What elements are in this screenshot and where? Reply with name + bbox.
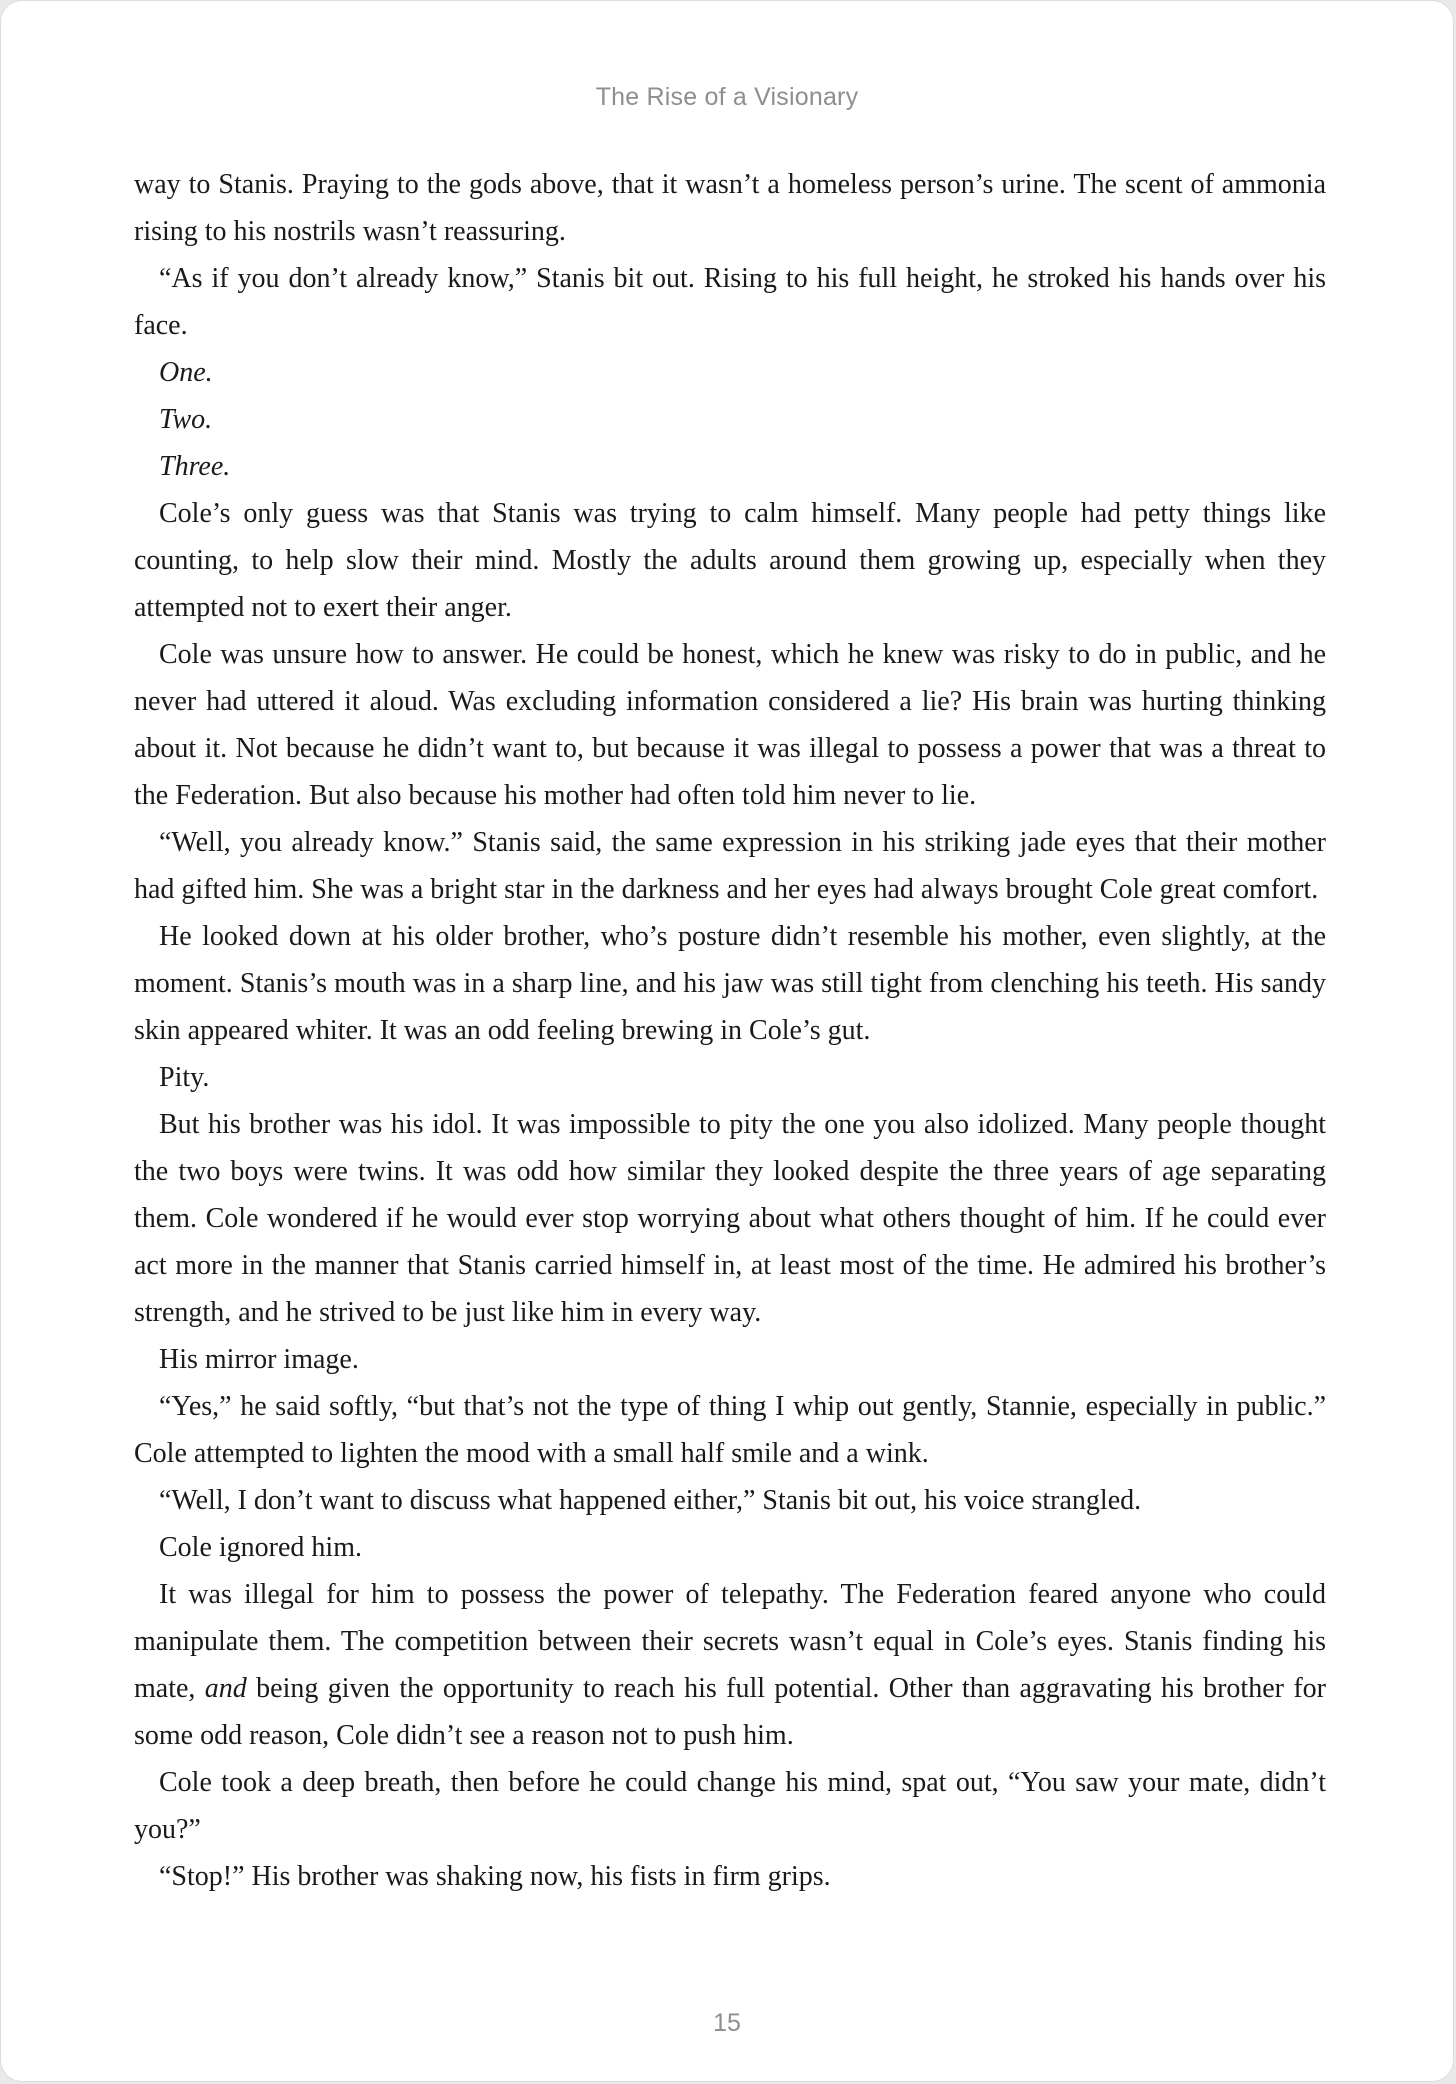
paragraph: Three.	[159, 451, 231, 482]
paragraph: Cole’s only guess was that Stanis was trying to calm himself. Many people had petty things like counting, to help slow their mind. Mostly the adults around them growing up, especially when they attempted not to exert their anger.	[134, 498, 1326, 623]
page-number: 15	[713, 2009, 741, 2037]
paragraph: Two.	[159, 404, 213, 435]
text-run: It was illegal for him to possess the power of telepathy. The Federation feared anyone who could manipulate them. The competition between their secrets wasn’t equal in Cole’s eyes. Stanis finding his mate,	[134, 1579, 1326, 1704]
paragraph: “Stop!” His brother was shaking now, his fists in firm grips.	[159, 1861, 831, 1892]
body-text	[134, 161, 1326, 1900]
paragraph: “As if you don’t already know,” Stanis bit out. Rising to his full height, he stroked his hands over his face.	[134, 263, 1326, 341]
emphasis-text: and	[204, 1673, 247, 1704]
paragraph: way to Stanis. Praying to the gods above, that it wasn’t a homeless person’s urine. The scent of ammonia rising to his nostrils wasn’t reassuring.	[134, 169, 1326, 247]
paragraph: But his brother was his idol. It was impossible to pity the one you also idolized. Many people thought the two boys were twins. It was odd how similar they looked despite the three years of age separating them. Cole wondered if he would ever stop worrying about what others thought of him. If he could ever act more in the manner that Stanis carried himself in, at least most of the time. He admired his brother’s strength, and he strived to be just like him in every way.	[134, 1109, 1326, 1328]
paragraph: One.	[159, 357, 213, 388]
paragraph: Cole took a deep breath, then before he could change his mind, spat out, “You saw your mate, didn’t you?”	[134, 1767, 1326, 1845]
text-run: being given the opportunity to reach his full potential. Other than aggravating his brother for some odd reason, Cole didn’t see a reason not to push him.	[134, 1673, 1326, 1751]
running-title: The Rise of a Visionary	[595, 83, 859, 111]
paragraph	[134, 1571, 1326, 1759]
paragraph: “Well, you already know.” Stanis said, the same expression in his striking jade eyes that their mother had gifted him. She was a bright star in the darkness and her eyes had always brought Cole great comfort.	[134, 827, 1326, 905]
paragraph: Cole was unsure how to answer. He could be honest, which he knew was risky to do in public, and he never had uttered it aloud. Was excluding information considered a lie? His brain was hurting thinking about it. Not because he didn’t want to, but because it was illegal to possess a power that was a threat to the Federation. But also because his mother had often told him never to lie.	[134, 639, 1326, 811]
paragraph: Cole ignored him.	[159, 1532, 362, 1563]
paragraph: Pity.	[159, 1062, 210, 1093]
paragraph: “Well, I don’t want to discuss what happened either,” Stanis bit out, his voice strangled.	[159, 1485, 1142, 1516]
paragraph: “Yes,” he said softly, “but that’s not the type of thing I whip out gently, Stannie, especially in public.” Cole attempted to lighten the mood with a small half smile and a wink.	[134, 1391, 1326, 1469]
paragraph: He looked down at his older brother, who’s posture didn’t resemble his mother, even slightly, at the moment. Stanis’s mouth was in a sharp line, and his jaw was still tight from clenching his teeth. His sandy skin appeared whiter. It was an odd feeling brewing in Cole’s gut.	[134, 921, 1326, 1046]
paragraph: His mirror image.	[159, 1344, 359, 1375]
